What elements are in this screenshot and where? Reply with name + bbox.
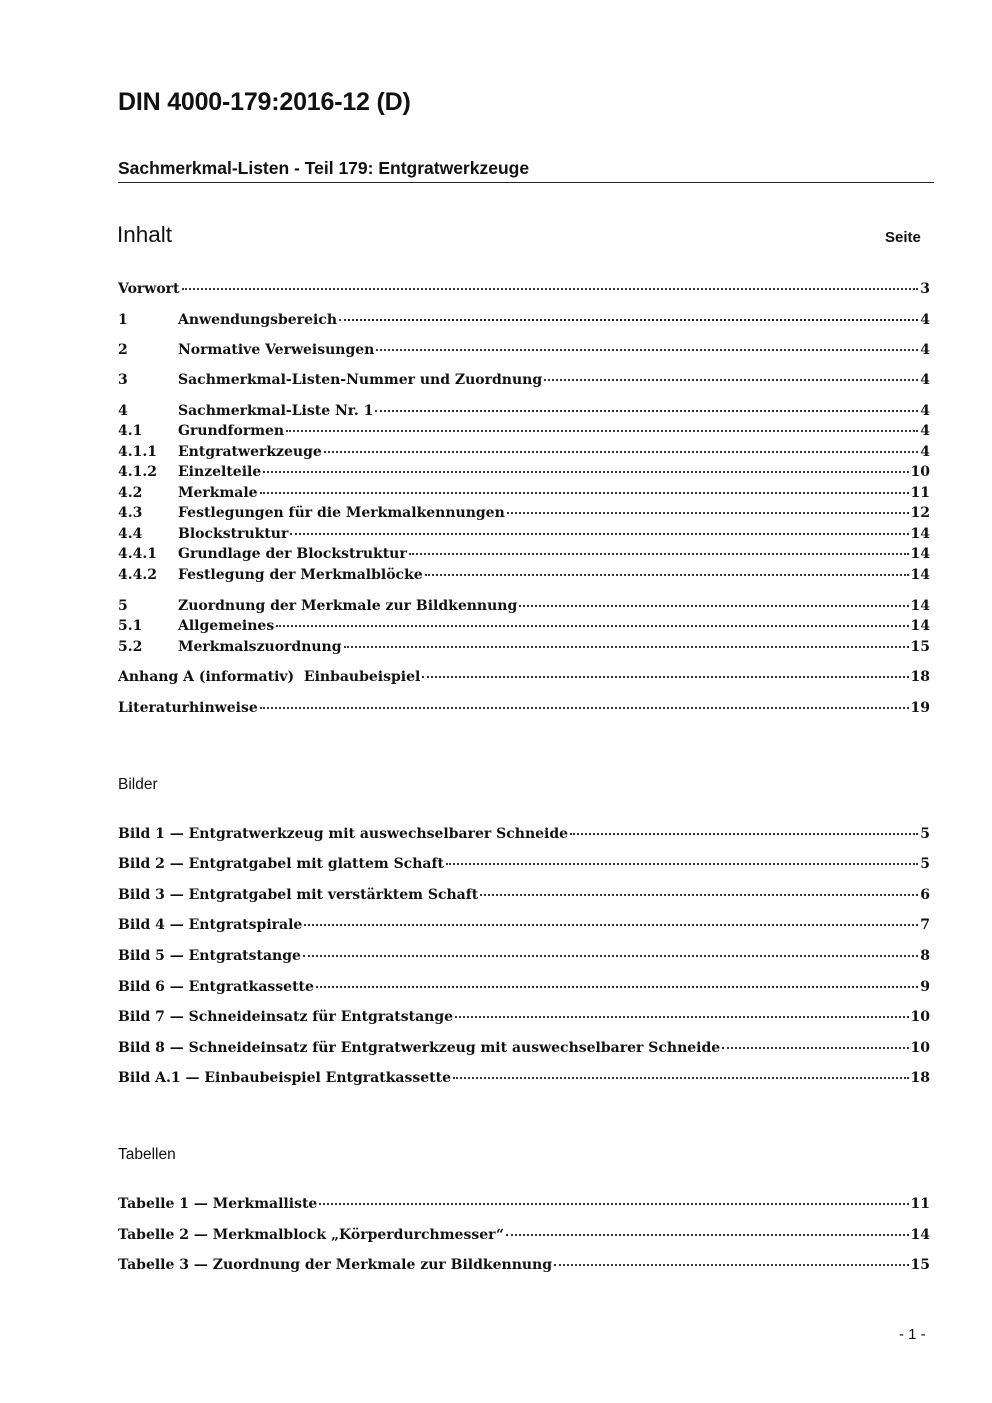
toc-leader-dots: [316, 985, 918, 988]
toc-leader-dots: [339, 318, 918, 321]
toc-entry-literaturhinweise[interactable]: [118, 698, 930, 718]
toc-leader-dots: [722, 1046, 908, 1049]
page-number: - 1 -: [899, 1326, 926, 1343]
toc-entry-number: 4: [118, 403, 128, 419]
toc-entry-title: Merkmale: [178, 485, 258, 501]
toc-entry-title: Entgratwerkzeuge: [178, 444, 322, 460]
toc-entry-title: Einzelteile: [178, 464, 262, 480]
toc-entry-title: Festlegungen für die Merkmalkennungen: [178, 505, 505, 521]
figure-entry-title: Bild 8 — Schneideinsatz für Entgratwerkzeug mit auswechselbarer Schneide: [118, 1040, 721, 1056]
toc-entry-title: Festlegung der Merkmalblöcke: [178, 567, 423, 583]
toc-entry-number: 4.3: [118, 505, 143, 521]
document-title: DIN 4000-179:2016-12 (D): [118, 88, 411, 116]
toc-entry[interactable]: [118, 565, 930, 585]
toc-leader-dots: [544, 378, 918, 381]
toc-leader-dots: [376, 348, 918, 351]
toc-entry-number: 4.1.1: [118, 444, 157, 460]
toc-entry[interactable]: [118, 503, 930, 523]
figure-entry-page: 18: [910, 1070, 930, 1086]
toc-entry-number: 4.2: [118, 485, 143, 501]
toc-entry-number: 4.4: [118, 526, 143, 542]
toc-entry-number: 4.1.2: [118, 464, 157, 480]
toc-entry-number: 5.1: [118, 618, 143, 634]
figure-entry-title: Bild 2 — Entgratgabel mit glattem Schaft: [118, 856, 444, 872]
toc-entry-number: 4.4.2: [118, 567, 157, 583]
toc-entry[interactable]: [118, 616, 930, 636]
figure-entry-title: Bild 7 — Schneideinsatz für Entgratstange: [118, 1009, 454, 1025]
toc-leader-dots: [344, 645, 909, 648]
figure-entry[interactable]: [118, 1007, 930, 1027]
table-entry-title: Tabelle 1 — Merkmalliste: [118, 1196, 318, 1212]
toc-entry-title: Vorwort: [118, 281, 180, 297]
toc-entry-number: 5.2: [118, 639, 143, 655]
table-entry-page: 11: [910, 1196, 930, 1212]
toc-entry[interactable]: [118, 340, 930, 360]
figure-entry-page: 7: [920, 917, 930, 933]
toc-leader-dots: [455, 1015, 908, 1018]
figure-entry[interactable]: [118, 1038, 930, 1058]
toc-entry-title: Blockstruktur: [178, 526, 289, 542]
toc-entry-number: 3: [118, 372, 128, 388]
figure-entry-page: 10: [910, 1009, 930, 1025]
toc-entry-title: Anwendungsbereich: [178, 312, 337, 328]
figure-entry[interactable]: [118, 915, 930, 935]
table-entry[interactable]: [118, 1194, 930, 1214]
toc-entry[interactable]: [118, 596, 930, 616]
toc-entry-anhang-a[interactable]: [118, 667, 930, 687]
toc-entry-title: Literaturhinweise: [118, 700, 258, 716]
toc-entry-title: Grundlage der Blockstruktur: [178, 546, 407, 562]
toc-leader-dots: [422, 675, 908, 678]
toc-entry-number: 4.4.1: [118, 546, 157, 562]
figure-entry-title: Bild 3 — Entgratgabel mit verstärktem Schaft: [118, 887, 479, 903]
toc-entry-page: 18: [910, 669, 930, 685]
toc-entry-page: 4: [920, 312, 930, 328]
toc-leader-dots: [263, 470, 908, 473]
document-subtitle: Sachmerkmal-Listen - Teil 179: Entgratwerkzeuge: [118, 158, 934, 183]
figure-entry[interactable]: [118, 977, 930, 997]
toc-leader-dots: [480, 893, 918, 896]
toc-entry-title: Grundformen: [178, 423, 285, 439]
toc-leader-dots: [290, 532, 908, 535]
figure-entry[interactable]: [118, 854, 930, 874]
figure-entry[interactable]: [118, 946, 930, 966]
figure-entry-page: 5: [920, 826, 930, 842]
table-entry-page: 15: [910, 1257, 930, 1273]
toc-entry-page: 19: [910, 700, 930, 716]
toc-entry-page: 4: [920, 403, 930, 419]
toc-leader-dots: [409, 552, 909, 555]
figure-entry-page: 5: [920, 856, 930, 872]
toc-entry-page: 12: [910, 505, 930, 521]
table-entry-page: 14: [910, 1227, 930, 1243]
toc-leader-dots: [303, 954, 918, 957]
table-entry-title: Tabelle 3 — Zuordnung der Merkmale zur Bildkennung: [118, 1257, 553, 1273]
toc-entry[interactable]: [118, 524, 930, 544]
toc-entry[interactable]: [118, 442, 930, 462]
toc-entry-page: 14: [910, 546, 930, 562]
toc-leader-dots: [304, 923, 918, 926]
toc-entry-page: 14: [910, 567, 930, 583]
toc-entry-page: 3: [920, 281, 930, 297]
toc-entry-title: Anhang A (informativ) Einbaubeispiel: [118, 669, 421, 685]
toc-leader-dots: [446, 862, 918, 865]
toc-leader-dots: [286, 429, 918, 432]
figure-entry-page: 10: [910, 1040, 930, 1056]
toc-entry-page: 4: [920, 342, 930, 358]
figure-entry-page: 9: [920, 979, 930, 995]
toc-entry[interactable]: [118, 421, 930, 441]
toc-entry-title: Normative Verweisungen: [178, 342, 375, 358]
figure-entry-page: 6: [920, 887, 930, 903]
figures-heading: Bilder: [118, 776, 158, 793]
toc-entry-page: 11: [910, 485, 930, 501]
toc-entry[interactable]: [118, 310, 930, 330]
toc-entry-number: 4.1: [118, 423, 143, 439]
figure-entry[interactable]: [118, 1068, 930, 1088]
figure-entry-title: Bild 5 — Entgratstange: [118, 948, 301, 964]
toc-entry-vorwort[interactable]: [118, 279, 930, 299]
toc-entry-page: 14: [910, 598, 930, 614]
toc-entry-number: 5: [118, 598, 128, 614]
toc-entry-page: 14: [910, 618, 930, 634]
toc-leader-dots: [554, 1263, 909, 1266]
page-column-label: Seite: [885, 229, 921, 246]
toc-entry-page: 14: [910, 526, 930, 542]
toc-entry-title: Sachmerkmal-Listen-Nummer und Zuordnung: [178, 372, 543, 388]
figure-entry-title: Bild 6 — Entgratkassette: [118, 979, 314, 995]
toc-entry-title: Sachmerkmal-Liste Nr. 1: [178, 403, 374, 419]
toc-entry-page: 4: [920, 372, 930, 388]
figure-entry-title: Bild A.1 — Einbaubeispiel Entgratkassette: [118, 1070, 451, 1086]
table-entry[interactable]: [118, 1225, 930, 1245]
toc-leader-dots: [506, 1233, 908, 1236]
toc-entry[interactable]: [118, 544, 930, 564]
toc-entry[interactable]: [118, 637, 930, 657]
toc-entry-title: Zuordnung der Merkmale zur Bildkennung: [178, 598, 518, 614]
figure-entry-title: Bild 4 — Entgratspirale: [118, 917, 303, 933]
toc-leader-dots: [375, 409, 918, 412]
table-entry-title: Tabelle 2 — Merkmalblock „Körperdurchmesser“: [118, 1227, 505, 1243]
toc-entry-title: Allgemeines: [178, 618, 275, 634]
toc-leader-dots: [319, 1202, 908, 1205]
toc-leader-dots: [453, 1076, 909, 1079]
toc-leader-dots: [507, 511, 909, 514]
toc-leader-dots: [519, 604, 908, 607]
toc-leader-dots: [570, 832, 918, 835]
toc-entry-page: 10: [910, 464, 930, 480]
figure-entry[interactable]: [118, 885, 930, 905]
toc-entry-page: 15: [910, 639, 930, 655]
toc-entry-page: 4: [920, 444, 930, 460]
toc-entry-number: 1: [118, 312, 128, 328]
toc-leader-dots: [260, 491, 909, 494]
toc-entry[interactable]: [118, 483, 930, 503]
figure-entry[interactable]: [118, 824, 930, 844]
toc-entry[interactable]: [118, 462, 930, 482]
toc-leader-dots: [324, 450, 918, 453]
toc-leader-dots: [182, 287, 919, 290]
tables-heading: Tabellen: [118, 1146, 176, 1163]
figure-entry-page: 8: [920, 948, 930, 964]
toc-entry[interactable]: [118, 370, 930, 390]
toc-entry-number: 2: [118, 342, 128, 358]
toc-entry-page: 4: [920, 423, 930, 439]
contents-heading: Inhalt: [117, 222, 173, 247]
toc-entry[interactable]: [118, 401, 930, 421]
toc-entry-title: Merkmalszuordnung: [178, 639, 342, 655]
figure-entry-title: Bild 1 — Entgratwerkzeug mit auswechselbarer Schneide: [118, 826, 569, 842]
table-entry[interactable]: [118, 1255, 930, 1275]
toc-leader-dots: [425, 573, 909, 576]
toc-leader-dots: [260, 706, 909, 709]
toc-leader-dots: [276, 624, 908, 627]
